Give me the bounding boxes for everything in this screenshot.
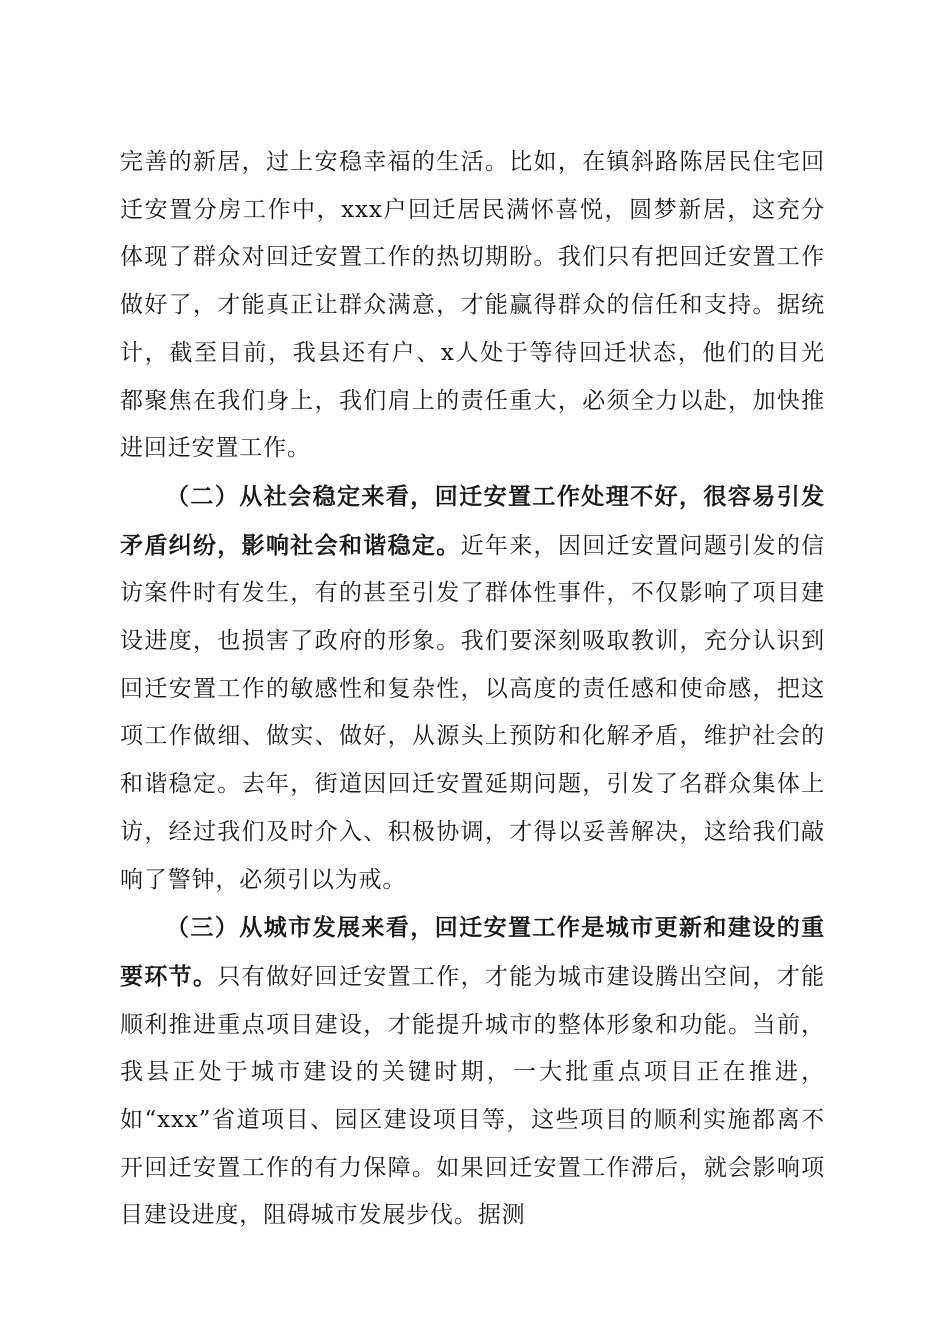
- document-body: [120, 139, 825, 1240]
- paragraph-social-stability: [120, 473, 825, 904]
- paragraph-body: 完善的新居，过上安稳幸福的生活。比如，在镇斜路陈居民住宅回迁安置分房工作中，xxx户回迁居民满怀喜悦，圆梦新居，这充分体现了群众对回迁安置工作的热切期盼。我们只有把回迁安置工作做好了，才能真正让群众满意，才能赢得群众的信任和支持。据统计，截至目前，我县还有户、x人处于等待回迁状态，他们的目光都聚焦在我们身上，我们肩上的责任重大，必须全力以赴，加快推进回迁安置工作。: [120, 149, 825, 462]
- paragraph-lead-heading: （三）从城市发展来看，回迁安置工作是城市更新和建设的重要环节。: [120, 914, 825, 990]
- paragraph-urban-development: [120, 904, 825, 1240]
- paragraph-body: 近年来，因回迁安置问题引发的信访案件时有发生，有的甚至引发了群体性事件，不仅影响了项目建设进度，也损害了政府的形象。我们要深刻吸取教训，充分认识到回迁安置工作的敏感性和复杂性，以高度的责任感和使命感，把这项工作做细、做实、做好，从源头上预防和化解矛盾，维护社会的和谐稳定。去年，街道因回迁安置延期问题，引发了名群众集体上访，经过我们及时介入、积极协调，才得以妥善解决，这给我们敲响了警钟，必须引以为戒。: [120, 532, 825, 893]
- paragraph-continuation: [120, 139, 825, 473]
- paragraph-lead-heading: （二）从社会稳定来看，回迁安置工作处理不好，很容易引发矛盾纠纷，影响社会和谐稳定。: [120, 482, 825, 559]
- paragraph-body: 只有做好回迁安置工作，才能为城市建设腾出空间，才能顺利推进重点项目建设，才能提升城市的整体形象和功能。当前，我县正处于城市建设的关键时期，一大批重点项目正在推进，如“xxx”省道项目、园区建设项目等，这些项目的顺利实施都离不开回迁安置工作的有力保障。如果回迁安置工作滞后，就会影响项目建设进度，阻碍城市发展步伐。据测: [120, 963, 825, 1229]
